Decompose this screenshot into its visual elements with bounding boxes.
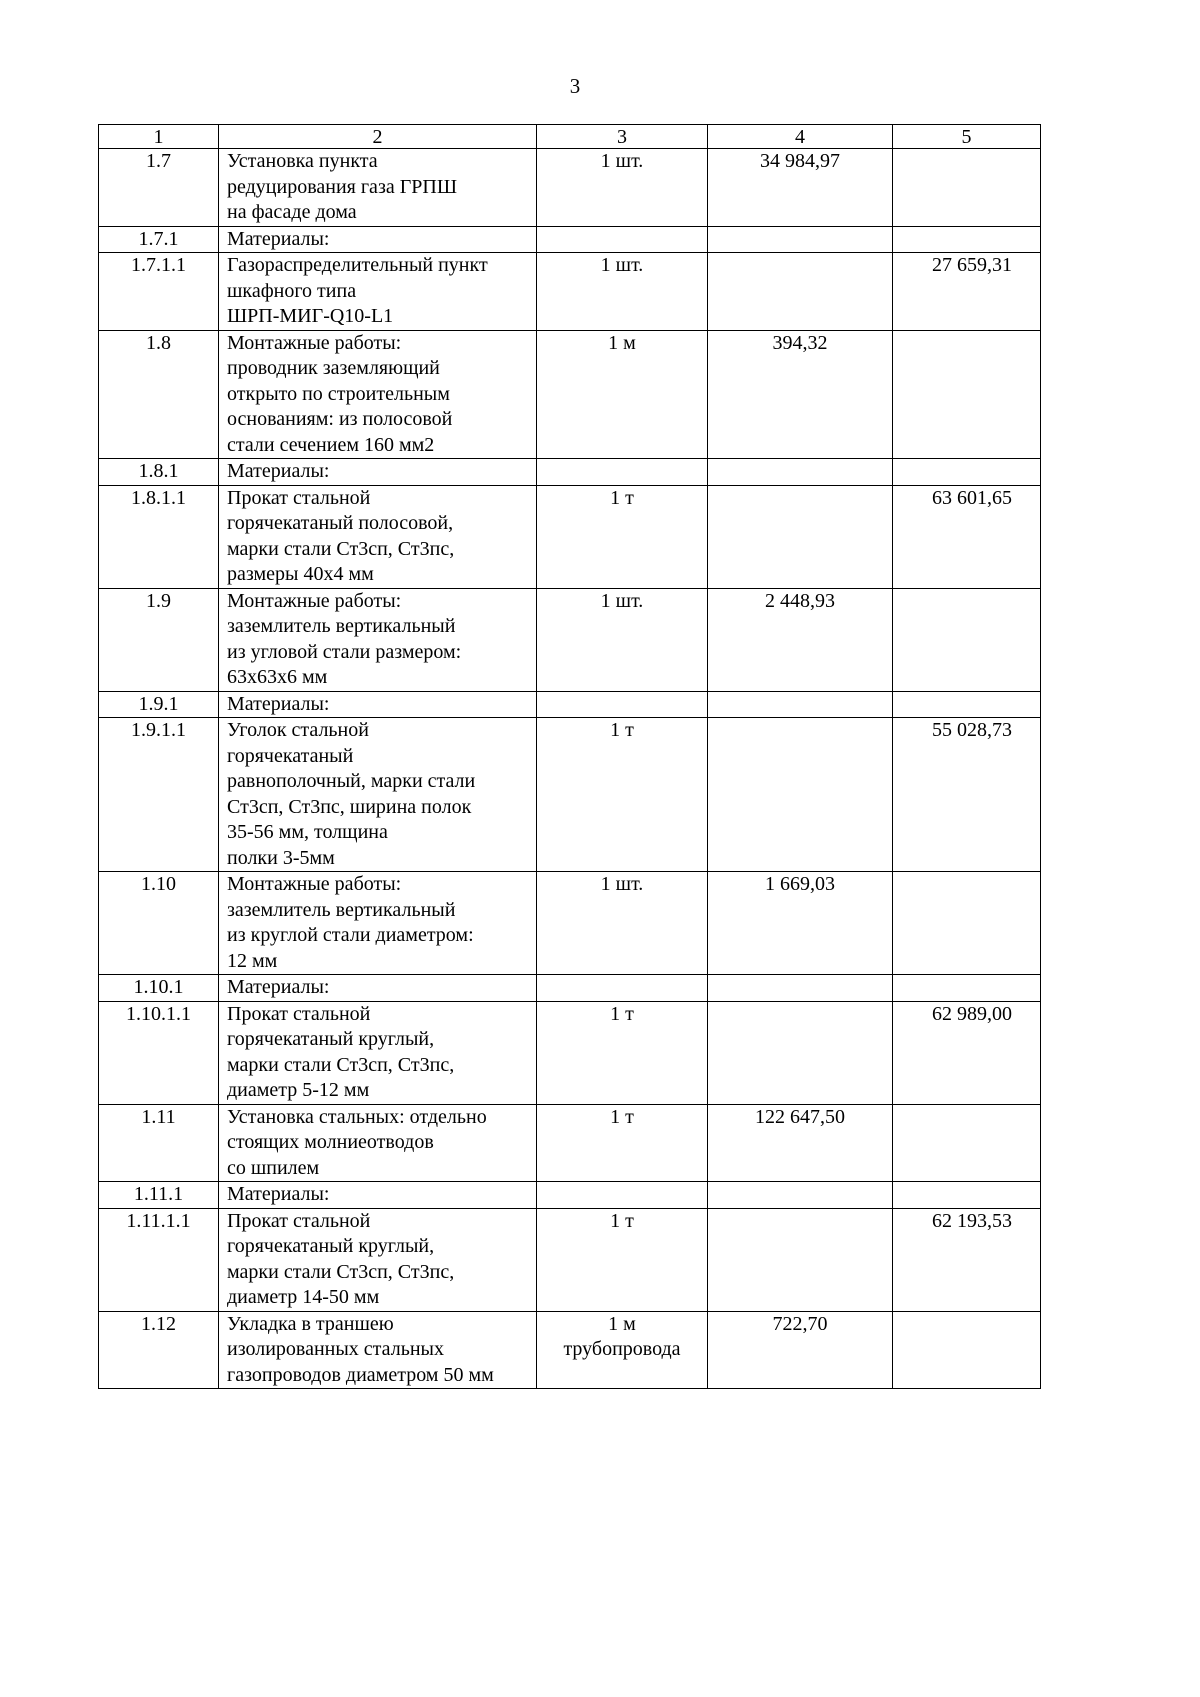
item-description — [219, 330, 537, 459]
unit-of-measure — [537, 588, 708, 691]
unit-line: 1 т — [610, 1105, 634, 1128]
unit-line: 1 т — [610, 719, 634, 741]
table-row — [99, 226, 1041, 253]
description-line: открыто по строительным — [227, 382, 450, 405]
table-row — [99, 485, 1041, 588]
work-cost — [708, 1182, 893, 1209]
item-description — [219, 1104, 537, 1182]
unit-of-measure — [537, 149, 708, 227]
material-cost — [893, 1182, 1041, 1209]
description-line: Монтажные работы: — [227, 589, 402, 612]
unit-line: трубопровода — [563, 1338, 681, 1360]
description-line: марки стали Ст3сп, Ст3пс, — [227, 537, 455, 560]
description-line: Прокат стальной — [227, 1209, 371, 1232]
table-body — [99, 125, 1041, 1389]
unit-of-measure — [537, 330, 708, 459]
description-line: диаметр 5-12 мм — [227, 1079, 370, 1101]
work-cost: 34 984,97 — [708, 149, 893, 227]
item-number: 1.10 — [99, 872, 219, 975]
work-cost — [708, 226, 893, 253]
description-line: марки стали Ст3сп, Ст3пс, — [227, 1260, 455, 1283]
item-description — [219, 253, 537, 331]
description-line: 35-56 мм, толщина — [227, 821, 388, 843]
description-line: проводник заземляющий — [227, 357, 440, 379]
unit-line: 1 м — [608, 331, 636, 354]
item-description — [219, 1311, 537, 1389]
column-header-5: 5 — [893, 125, 1041, 149]
description-line: Установка стальных: отдельно — [227, 1105, 487, 1128]
material-cost — [893, 588, 1041, 691]
description-line: 63х63х6 мм — [227, 666, 328, 688]
work-cost: 722,70 — [708, 1311, 893, 1389]
table-row — [99, 1001, 1041, 1104]
unit-of-measure — [537, 691, 708, 718]
work-cost — [708, 975, 893, 1002]
work-cost — [708, 1001, 893, 1104]
table-row — [99, 872, 1041, 975]
table-row — [99, 149, 1041, 227]
description-line: Материалы: — [227, 1183, 330, 1205]
description-line: Установка пункта — [227, 150, 378, 172]
item-description — [219, 1208, 537, 1311]
description-line: полки 3-5мм — [227, 846, 335, 869]
column-header-3: 3 — [537, 125, 708, 149]
unit-of-measure — [537, 1311, 708, 1389]
price-table — [98, 124, 1041, 1389]
column-number-row — [99, 125, 1041, 149]
table-row — [99, 1208, 1041, 1311]
material-cost — [893, 1311, 1041, 1389]
material-cost — [893, 330, 1041, 459]
description-line: из угловой стали размером: — [227, 640, 462, 663]
material-cost: 55 028,73 — [893, 718, 1041, 872]
unit-line: 1 т — [610, 486, 634, 509]
item-description — [219, 226, 537, 253]
description-line: равнополочный, марки стали — [227, 770, 476, 792]
item-number: 1.9.1.1 — [99, 718, 219, 872]
item-number: 1.9.1 — [99, 691, 219, 718]
table-row — [99, 1182, 1041, 1209]
unit-of-measure — [537, 872, 708, 975]
item-number: 1.11.1.1 — [99, 1208, 219, 1311]
material-cost: 62 193,53 — [893, 1208, 1041, 1311]
description-line: стали сечением 160 мм2 — [227, 433, 435, 456]
item-number: 1.7.1 — [99, 226, 219, 253]
material-cost — [893, 149, 1041, 227]
unit-of-measure — [537, 1182, 708, 1209]
description-line: Уголок стальной — [227, 719, 369, 741]
description-line: горячекатаный полосовой, — [227, 512, 454, 534]
description-line: размеры 40х4 мм — [227, 563, 374, 585]
item-description — [219, 1001, 537, 1104]
work-cost — [708, 718, 893, 872]
item-number: 1.11.1 — [99, 1182, 219, 1209]
description-line: стоящих молниеотводов — [227, 1131, 434, 1153]
material-cost — [893, 226, 1041, 253]
description-line: Ст3сп, Ст3пс, ширина полок — [227, 795, 472, 818]
description-line: заземлитель вертикальный — [227, 615, 456, 637]
unit-line: 1 м — [608, 1312, 636, 1335]
item-number: 1.8.1 — [99, 459, 219, 486]
unit-of-measure — [537, 975, 708, 1002]
item-description — [219, 1182, 537, 1209]
unit-of-measure — [537, 718, 708, 872]
description-line: 12 мм — [227, 949, 278, 972]
item-number: 1.8.1.1 — [99, 485, 219, 588]
table-row — [99, 253, 1041, 331]
column-header-1: 1 — [99, 125, 219, 149]
unit-line: 1 шт. — [600, 873, 644, 895]
item-number: 1.11 — [99, 1104, 219, 1182]
description-line: со шпилем — [227, 1156, 320, 1179]
work-cost: 1 669,03 — [708, 872, 893, 975]
unit-of-measure — [537, 1208, 708, 1311]
item-description — [219, 691, 537, 718]
description-line: Материалы: — [227, 692, 330, 715]
unit-of-measure — [537, 253, 708, 331]
item-description — [219, 588, 537, 691]
column-header-4: 4 — [708, 125, 893, 149]
description-line: заземлитель вертикальный — [227, 898, 456, 921]
unit-of-measure — [537, 459, 708, 486]
description-line: горячекатаный круглый, — [227, 1235, 435, 1257]
work-cost — [708, 253, 893, 331]
column-header-2: 2 — [219, 125, 537, 149]
description-line: ШРП-МИГ-Q10-L1 — [227, 305, 394, 327]
item-number: 1.8 — [99, 330, 219, 459]
table-row — [99, 718, 1041, 872]
table-row — [99, 1104, 1041, 1182]
item-description — [219, 459, 537, 486]
description-line: на фасаде дома — [227, 201, 357, 223]
work-cost: 2 448,93 — [708, 588, 893, 691]
item-description — [219, 975, 537, 1002]
material-cost — [893, 975, 1041, 1002]
table-row — [99, 588, 1041, 691]
unit-line: 1 т — [610, 1002, 634, 1025]
item-description — [219, 872, 537, 975]
material-cost — [893, 459, 1041, 486]
material-cost — [893, 1104, 1041, 1182]
material-cost: 63 601,65 — [893, 485, 1041, 588]
item-description — [219, 485, 537, 588]
item-number: 1.7.1.1 — [99, 253, 219, 331]
item-number: 1.10.1 — [99, 975, 219, 1002]
work-cost — [708, 459, 893, 486]
description-line: Прокат стальной — [227, 1002, 371, 1025]
unit-line: 1 шт. — [600, 589, 644, 612]
item-description — [219, 149, 537, 227]
description-line: Газораспределительный пункт — [227, 254, 488, 276]
item-number: 1.9 — [99, 588, 219, 691]
description-line: горячекатаный круглый, — [227, 1028, 435, 1050]
unit-of-measure — [537, 485, 708, 588]
description-line: редуцирования газа ГРПШ — [227, 175, 458, 198]
description-line: Монтажные работы: — [227, 873, 402, 895]
work-cost — [708, 691, 893, 718]
description-line: Монтажные работы: — [227, 331, 402, 354]
description-line: шкафного типа — [227, 279, 357, 302]
description-line: основаниям: из полосовой — [227, 408, 453, 430]
material-cost — [893, 691, 1041, 718]
description-line: из круглой стали диаметром: — [227, 924, 474, 946]
item-number: 1.10.1.1 — [99, 1001, 219, 1104]
table-row — [99, 975, 1041, 1002]
work-cost — [708, 485, 893, 588]
description-line: изолированных стальных — [227, 1338, 444, 1360]
description-line: Материалы: — [227, 227, 330, 250]
table-row — [99, 330, 1041, 459]
item-number: 1.7 — [99, 149, 219, 227]
description-line: Укладка в траншею — [227, 1312, 394, 1335]
unit-line: 1 т — [610, 1209, 634, 1232]
unit-line: 1 шт. — [600, 254, 644, 276]
description-line: Материалы: — [227, 976, 330, 998]
table-row — [99, 1311, 1041, 1389]
table-row — [99, 459, 1041, 486]
item-description — [219, 718, 537, 872]
description-line: диаметр 14-50 мм — [227, 1286, 380, 1308]
unit-of-measure — [537, 1001, 708, 1104]
description-line: Прокат стальной — [227, 486, 371, 509]
item-number: 1.12 — [99, 1311, 219, 1389]
work-cost: 122 647,50 — [708, 1104, 893, 1182]
description-line: Материалы: — [227, 460, 330, 482]
material-cost: 27 659,31 — [893, 253, 1041, 331]
work-cost: 394,32 — [708, 330, 893, 459]
unit-of-measure — [537, 1104, 708, 1182]
unit-of-measure — [537, 226, 708, 253]
page-number: 3 — [569, 74, 581, 98]
description-line: горячекатаный — [227, 744, 354, 767]
description-line: марки стали Ст3сп, Ст3пс, — [227, 1053, 455, 1076]
work-cost — [708, 1208, 893, 1311]
unit-line: 1 шт. — [600, 150, 644, 172]
table-row — [99, 691, 1041, 718]
material-cost: 62 989,00 — [893, 1001, 1041, 1104]
material-cost — [893, 872, 1041, 975]
description-line: газопроводов диаметром 50 мм — [227, 1363, 494, 1386]
